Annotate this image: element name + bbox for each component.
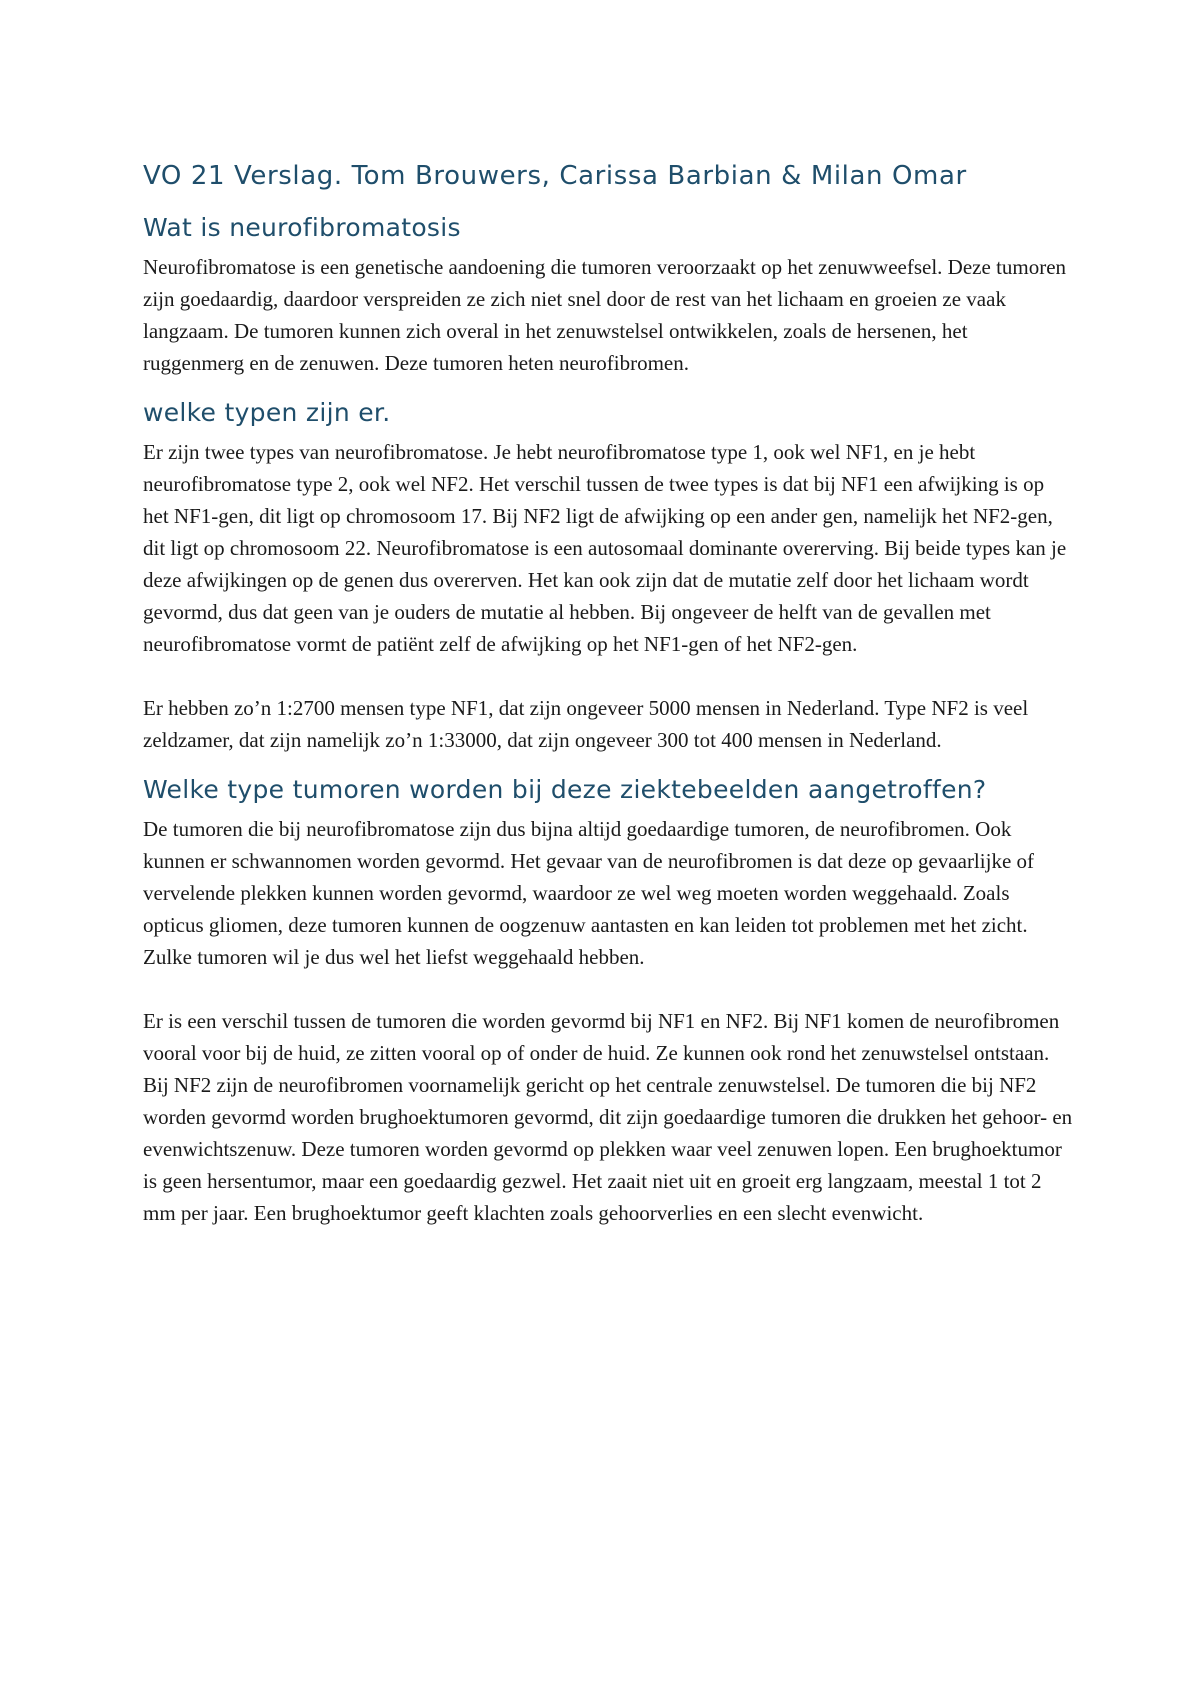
document-title: VO 21 Verslag. Tom Brouwers, Carissa Barbian & Milan Omar (143, 161, 967, 191)
paragraph-types: Er zijn twee types van neurofibromatose. Je hebt neurofibromatose type 1, ook wel NF1, en je hebt neurofibromatose type 2, ook wel NF2. Het verschil tussen de twee types is dat bij NF1 een afwijking is op het NF1-gen, dit ligt op chromosoom 17. Bij NF2 ligt de afwijking op een ander gen, namelijk het NF2-gen, dit ligt op chromosoom 22. Neurofibromatose is een autosomaal dominante overerving. Bij beide types kan je deze afwijkingen op de genen dus overerven. Het kan ook zijn dat de mutatie zelf door het lichaam wordt gevormd, dus dat geen van je ouders de mutatie al hebben. Bij ongeveer de helft van de gevallen met neurofibromatose vormt de patiënt zelf de afwijking op het NF1-gen of het NF2-gen. (143, 440, 1067, 656)
section-heading-tumoren: Welke type tumoren worden bij deze ziektebeelden aangetroffen? (143, 775, 987, 804)
section-heading-typen: welke typen zijn er. (143, 398, 391, 427)
paragraph-nf1-nf2-difference: Er is een verschil tussen de tumoren die worden gevormd bij NF1 en NF2. Bij NF1 komen de neurofibromen vooral voor bij de huid, ze zitten vooral op of onder de huid. Ze kunnen ook rond het zenuwstelsel ontstaan. Bij NF2 zijn de neurofibromen voornamelijk gericht op het centrale zenuwstelsel. De tumoren die bij NF2 worden gevormd worden brughoektumoren gevormd, dit zijn goedaardige tumoren die drukken het gehoor- en evenwichtszenuw. Deze tumoren worden gevormd op plekken waar veel zenuwen lopen. Een brughoektumor is geen hersentumor, maar een goedaardig gezwel. Het zaait niet uit en groeit erg langzaam, meestal 1 tot 2 mm per jaar. Een brughoektumor geeft klachten zoals gehoorverlies en een slecht evenwicht. (143, 1009, 1073, 1225)
paragraph-definition: Neurofibromatose is een genetische aandoening die tumoren veroorzaakt op het zenuwweefsel. Deze tumoren zijn goedaardig, daardoor verspreiden ze zich niet snel door de rest van het lichaam en groeien ze vaak langzaam. De tumoren kunnen zich overal in het zenuwstelsel ontwikkelen, zoals de hersenen, het ruggenmerg en de zenuwen. Deze tumoren heten neurofibromen. (143, 255, 1067, 375)
paragraph-tumor-types: De tumoren die bij neurofibromatose zijn dus bijna altijd goedaardige tumoren, de neurofibromen. Ook kunnen er schwannomen worden gevormd. Het gevaar van de neurofibromen is dat deze op gevaarlijke of vervelende plekken kunnen worden gevormd, waardoor ze wel weg moeten worden weggehaald. Zoals opticus gliomen, deze tumoren kunnen de oogzenuw aantasten en kan leiden tot problemen met het zicht. Zulke tumoren wil je dus wel het liefst weggehaald hebben. (143, 817, 1035, 969)
section-heading-wat-is: Wat is neurofibromatosis (143, 213, 461, 242)
paragraph-prevalence: Er hebben zo’n 1:2700 mensen type NF1, dat zijn ongeveer 5000 mensen in Nederland. Type NF2 is veel zeldzamer, dat zijn namelijk zo’n 1:33000, dat zijn ongeveer 300 tot 400 mensen in Nederland. (143, 696, 1029, 752)
document-page (143, 150, 1073, 1229)
